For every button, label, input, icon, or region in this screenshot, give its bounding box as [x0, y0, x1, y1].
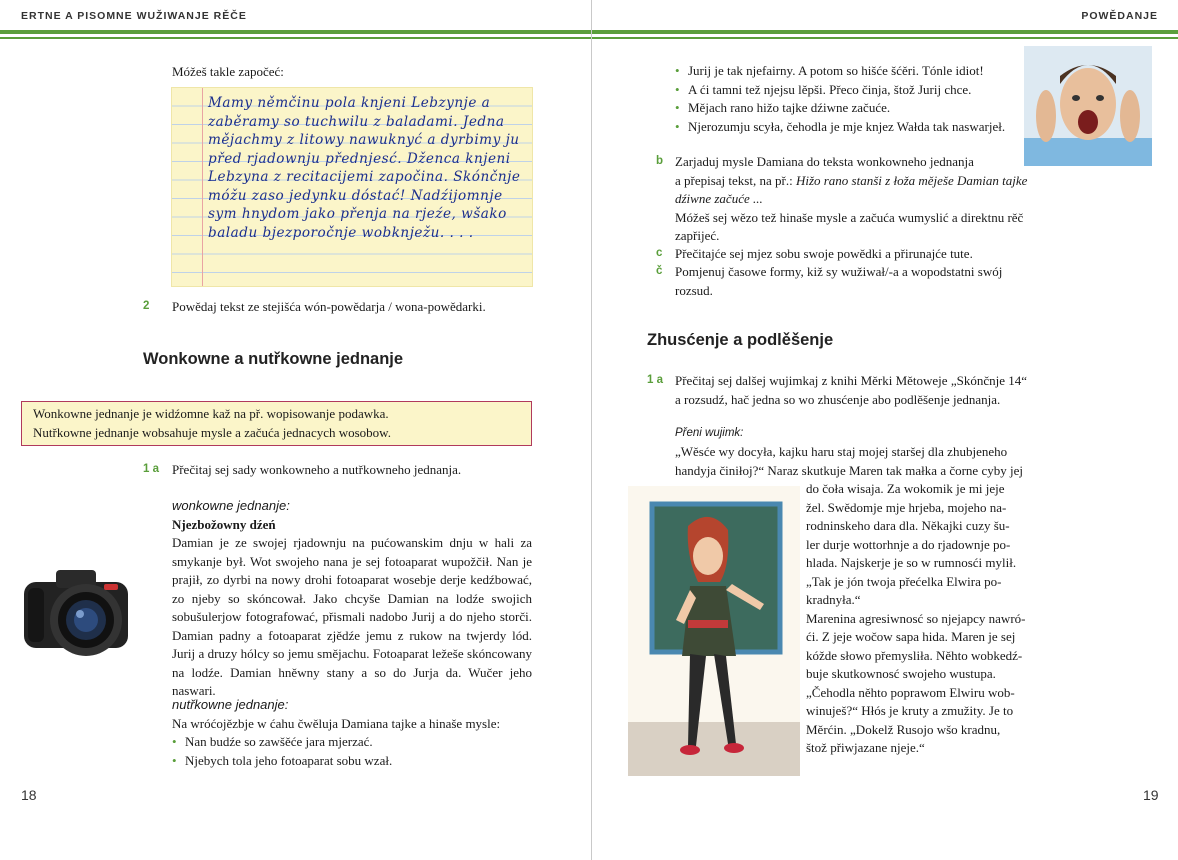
excerpt-line: ći. Z jeje wočow sapa hida. Maren je sej: [806, 629, 1016, 644]
excerpt-line: Měrćin. „Dokelž Rusojo wšo kradnu,: [806, 721, 1001, 737]
handwritten-text: Mamy němčinu pola knjeni Lebzynje a zaběramy so tuchwilu z baladami. Jedna mějachmy z litowy nawuknyć a dyrbimy ju před rjadownju přednjesć. Dženca knjeni Lebzyna z recitacijemi započina. Skónčnje móžu zaso jedynku dóstać! Nadźijomnje sym hnydom jako přenja na rjeźe, wšako baladu bjezporočnje wobknježu. . . .: [208, 95, 521, 241]
list-item: • Mějach rano hižo tajke dźiwne začuće.: [675, 99, 1005, 118]
definition-line-2: Nutřkowne jednanje wobsahuje mysle a začuća jednacych wosobow.: [33, 425, 391, 440]
task-1a-text: Přečitaj sej sady wonkowneho a nutřkowneho jednanja.: [172, 462, 462, 477]
left-green-rule: [0, 30, 591, 34]
excerpt-line: kradnyła.“: [806, 592, 861, 607]
excerpt-line: hlada. Najskerje je so w rumnosći mylił.: [806, 555, 1017, 570]
excerpt-line: buje skutkownosć swojeho wustupa.: [806, 666, 996, 681]
excerpt-line: ler durje wottorhnje a do rjadownje po-: [806, 536, 1011, 552]
task-cz-line-1: Pomjenuj časowe formy, kiž sy wužiwał/-a a wopodstatni swój: [675, 264, 1003, 279]
excerpt-line: kóžde słowo přemysliła. Něhto wobkedź-: [806, 647, 1023, 663]
task-c-label: c: [656, 247, 663, 259]
camera-icon: [20, 562, 132, 672]
list-item: • Jurij je tak njefairny. A potom so hišće šćěri. Tónle idiot!: [675, 62, 1005, 81]
task-b-line-1: Zarjaduj mysle Damiana do teksta wonkowneho jednanja: [675, 154, 974, 169]
task-b-line-2-text: a přepisaj tekst, na př.:: [675, 172, 796, 188]
excerpt-line: Marenina agresiwnosć so njejapcy nawró-: [806, 610, 1026, 626]
task-1a-right-line-1: Přečitaj sej dalšej wujimkaj z knihi Měrki Mětoweje „Skónčnje 14“: [675, 373, 1027, 388]
right-green-rule-thin: [592, 37, 1178, 39]
task-2-text: Powědaj tekst ze stejišća wón-powědarja / wona-powědarki.: [172, 299, 486, 314]
outer-action-label: wonkowne jednanje:: [172, 498, 290, 513]
excerpt-full-lines: [675, 443, 1035, 480]
story-text: Damian je ze swojej rjadownju na pućowanskim dnju w hali za smykanje był. Wot swojeho nana je sej fotoaparat wupožčił. Nan je prajił, zo dyrbi na nowy drohi fotoaparat wosebje derje kedźbować, zo njeby so skóncował. Jako chcyše Damian na lodźe swojich sobušulerjow fotografować, přismali nadobo Jurij a do njeho storči. Damian padny a fotoaparat zjědźe jemu z rukow na twjerdy lód. Jurij a druzy hólcy so jemu smějachu. Fotoaparat ležeše skóncowany na lodźe. Damian hněwny stany a so do Jurja da. Wučer jeho naswari.: [172, 535, 532, 698]
list-item: • Njerozumju scyła, čehodla je mje knjez Wałda tak naswarjeł.: [675, 118, 1005, 137]
damian-thoughts-list: [675, 62, 1005, 136]
story-title: Njezbožowny dźeń: [172, 517, 276, 532]
list-item: • Nan budźe so zawšěće jara mjerzać.: [172, 733, 392, 752]
task-1a-number: 1 a: [143, 463, 159, 475]
inner-action-intro: Na wróćojězbje w ćahu čwěluja Damiana tajke a hinaše mysle:: [172, 716, 501, 731]
girl-at-board-icon: [628, 486, 800, 776]
list-item: • A ći tamni tež njejsu lěpši. Přeco činja, štož Jurij chce.: [675, 81, 1005, 100]
excerpt-line: „Wěsće wy docyła, kajku haru staj mojej staršej dla zhubjeneho: [675, 444, 1008, 459]
excerpt-line: „Tak je jón twoja přećelka Elwira po-: [806, 573, 1002, 589]
excerpt-line: štož přiwjazane njeje.“: [806, 740, 925, 755]
page-number-left: 18: [21, 787, 37, 803]
left-running-head: ERTNE A PISOMNE WUŽIWANJE RĚČE: [21, 10, 247, 22]
right-running-head: POWĚDANJE: [1081, 10, 1158, 22]
task-2-number: 2: [143, 300, 150, 312]
angry-boy-photo: [1024, 46, 1152, 166]
notebook-margin-line: [202, 88, 203, 286]
page-gutter: [591, 0, 592, 860]
task-cz-line-2: rozsud.: [675, 282, 713, 298]
task-cz-block: [675, 263, 1002, 300]
task-b-line-2: [675, 172, 1075, 191]
section-heading-left: Wonkowne a nutřkowne jednanje: [143, 350, 404, 368]
shouting-face-icon: [1024, 46, 1152, 166]
inner-thoughts-list: [172, 733, 392, 770]
left-green-rule-thin: [0, 37, 591, 39]
excerpt-line: rodninskeho dara dla. Někajki cuzy šu-: [806, 518, 1010, 533]
right-green-rule: [592, 30, 1178, 34]
excerpt-line: žel. Swědomje mje hrjeba, mojeho na-: [806, 499, 1007, 515]
inner-action-label: nutřkowne jednanje:: [172, 697, 289, 712]
excerpt-line: do čoła wisaja. Za wokomik je mi jeje: [806, 481, 1005, 496]
handwritten-note-paper: [172, 88, 532, 286]
intro-text: Móžeš takle započeć:: [172, 64, 284, 79]
task-b-line-5: zapřijeć.: [675, 228, 720, 243]
page-number-right: 19: [1143, 787, 1159, 803]
excerpt-narrow-column: [806, 480, 1036, 758]
excerpt-label: Přeni wujimk:: [675, 427, 744, 439]
task-b-line-4: Móžeš sej wězo tež hinaše mysle a začuća wumyslić a direktnu rěč: [675, 209, 1024, 225]
task-b-example-2: dźiwne začuće ...: [675, 191, 763, 206]
girl-illustration: [628, 486, 800, 776]
task-1a-number-right: 1 a: [647, 374, 663, 386]
excerpt-line: handyja činiłoj?“ Naraz skutkuje Maren tak małka a čorne cyby jej: [675, 462, 1023, 478]
task-c-text: Přečitajće sej mjez sobu swoje powědki a přirunajće tute.: [675, 246, 973, 261]
definition-box: [21, 401, 532, 446]
section-heading-right: Zhusćenje a podlěšenje: [647, 331, 834, 349]
definition-line-1: Wonkowne jednanje je widźomne kaž na př. wopisowanje podawka.: [33, 406, 389, 421]
task-b-label: b: [656, 155, 664, 167]
list-item: • Njebych tola jeho fotoaparat sobu wzał.: [172, 752, 392, 771]
task-b-example-1: Hižo rano stanši z łoža měješe Damian tajke: [795, 172, 1028, 188]
excerpt-line: winuješ?“ Hłós je kruty a zmužity. Je to: [806, 703, 1014, 718]
excerpt-line: „Čehodla něhto poprawom Elwiru wob-: [806, 684, 1015, 700]
task-b-line-3: [675, 190, 1075, 209]
task-1a-block-right: [675, 372, 1027, 409]
task-b-block: [675, 153, 1075, 246]
camera-image: [20, 562, 132, 672]
task-cz-label: č: [656, 265, 663, 277]
task-1a-right-line-2: a rozsudź, hač jedna so wo zhusćenje abo podlěšenje jednanja.: [675, 391, 1001, 407]
